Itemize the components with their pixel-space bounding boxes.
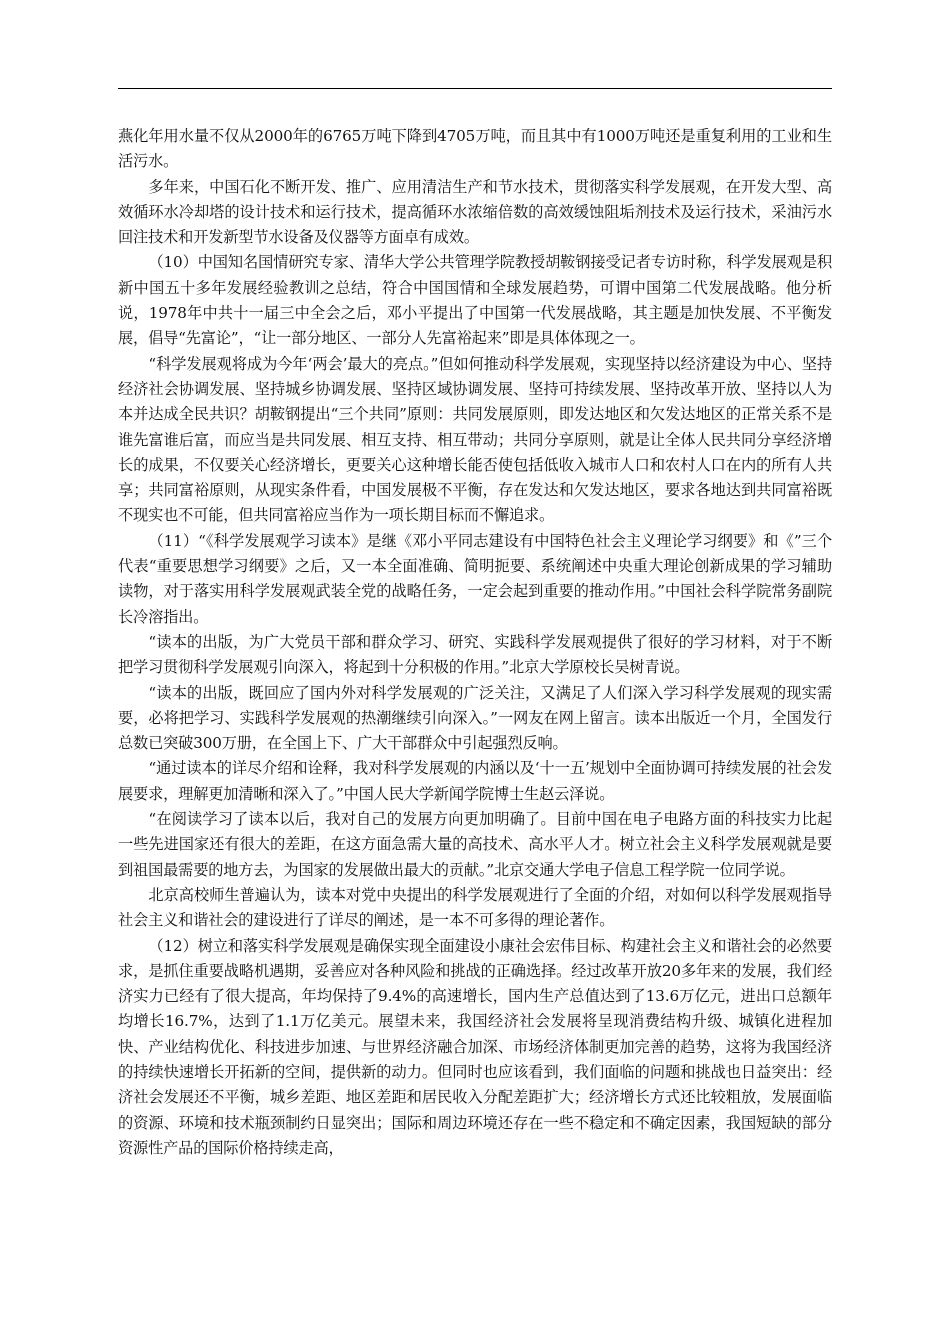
paragraph-8: “通过读本的详尽介绍和诠释，我对科学发展观的内涵以及‘十一五’规划中全面协调可持续发展的社会发展要求，理解更加清晰和深入了。”中国人民大学新闻学院博士生赵云泽说。 xyxy=(118,759,832,803)
paragraph-9: “在阅读学习了读本以后，我对自己的发展方向更加明确了。目前中国在电子电路方面的科技实力比起一些先进国家还有很大的差距，在这方面急需大量的高技术、高水平人才。树立社会主义科学发展观就是要到祖国最需要的地方去，为国家的发展做出最大的贡献。”北京交通大学电子信息工程学院一位同学说。 xyxy=(118,810,832,879)
paragraph-6: “读本的出版，为广大党员干部和群众学习、研究、实践科学发展观提供了很好的学习材料，对于不断把学习贯彻科学发展观引向深入，将起到十分积极的作用。”北京大学原校长吴树青说。 xyxy=(118,632,832,677)
paragraph-2: 多年来，中国石化不断开发、推广、应用清洁生产和节水技术，贯彻落实科学发展观，在开发大型、高效循环水冷却塔的设计技术和运行技术，提高循环水浓缩倍数的高效缓蚀阻垢剂技术及运行技术，采油污水回注技术和开发新型节水设备及仪器等方面卓有成效。 xyxy=(118,177,832,247)
paragraph-7: “读本的出版，既回应了国内外对科学发展观的广泛关注，又满足了人们深入学习科学发展观的现实需要，必将把学习、实践科学发展观的热潮继续引向深入。”一网友在网上留言。读本出版近一个月，全国发行总数已突破300万册，在全国上下、广大干部群众中引起强烈反响。 xyxy=(118,683,832,753)
paragraph-10: 北京高校师生普遍认为，读本对党中央提出的科学发展观进行了全面的介绍，对如何以科学发展观指导社会主义和谐社会的建设进行了详尽的阐述，是一本不可多得的理论著作。 xyxy=(118,885,832,930)
paragraph-11: （12）树立和落实科学发展观是确保实现全面建设小康社会宏伟目标、构建社会主义和谐社会的必然要求，是抓住重要战略机遇期，妥善应对各种风险和挑战的正确选择。经过改革开放20多年来的发展，我们经济实力已经有了很大提高，年均保持了9.4%的高速增长，国内生产总值达到了13.6万亿元，进出口总额年均增长16.7%，达到了1.1万亿美元。展望未来，我国经济社会发展将呈现消费结构升级、城镇化进程加快、产业结构优化、科技进步加速、与世界经济融合加深、市场经济体制更加完善的趋势，这将为我国经济的持续快速增长开拓新的空间，提供新的动力。但同时也应该看到，我们面临的问题和挑战也日益突出：经济社会发展还不平衡，城乡差距、地区差距和居民收入分配差距扩大；经济增长方式还比较粗放，发展面临的资源、环境和技术瓶颈制约日显突出；国际和周边环境还存在一些不稳定和不确定因素，我国短缺的部分资源性产品的国际价格持续走高， xyxy=(118,936,832,1157)
header-rule xyxy=(118,88,832,89)
paragraph-3: （10）中国知名国情研究专家、清华大学公共管理学院教授胡鞍钢接受记者专访时称，科学发展观是积新中国五十多年发展经验教训之总结，符合中国国情和全球发展趋势，可谓中国第二代发展战略。他分析说，1978年中共十一届三中全会之后，邓小平提出了中国第一代发展战略，其主题是加快发展、不平衡发展，倡导“先富论”，“让一部分地区、一部分人先富裕起来”即是具体体现之一。 xyxy=(118,253,832,348)
paragraph-5: （11）“《科学发展观学习读本》是继《邓小平同志建设有中国特色社会主义理论学习纲要》和《”三个代表“重要思想学习纲要》之后，又一本全面准确、简明扼要、系统阐述中央重大理论创新成果的学习辅助读物，对于落实用科学发展观武装全党的战略任务，一定会起到重要的推动作用。”中国社会科学院常务副院长冷溶指出。 xyxy=(118,531,832,626)
document-body xyxy=(118,124,832,1161)
paragraph-4: “科学发展观将成为今年‘两会’最大的亮点。”但如何推动科学发展观，实现坚持以经济建设为中心、坚持经济社会协调发展、坚持城乡协调发展、坚持区域协调发展、坚持可持续发展、坚持改革开放、坚持以人为本并达成全民共识？胡鞍钢提出“三个共同”原则：共同发展原则，即发达地区和欠发达地区的正常关系不是谁先富谁后富，而应当是共同发展、相互支持、相互带动；共同分享原则，就是让全体人民共同分享经济增长的成果，不仅要关心经济增长，更要关心这种增长能否使包括低收入城市人口和农村人口在内的所有人共享；共同富裕原则，从现实条件看，中国发展极不平衡，存在发达和欠发达地区，要求各地达到共同富裕既不现实也不可能，但共同富裕应当作为一项长期目标而不懈追求。 xyxy=(118,354,832,525)
paragraph-1: 燕化年用水量不仅从2000年的6765万吨下降到4705万吨，而且其中有1000万吨还是重复利用的工业和生活污水。 xyxy=(118,127,832,171)
